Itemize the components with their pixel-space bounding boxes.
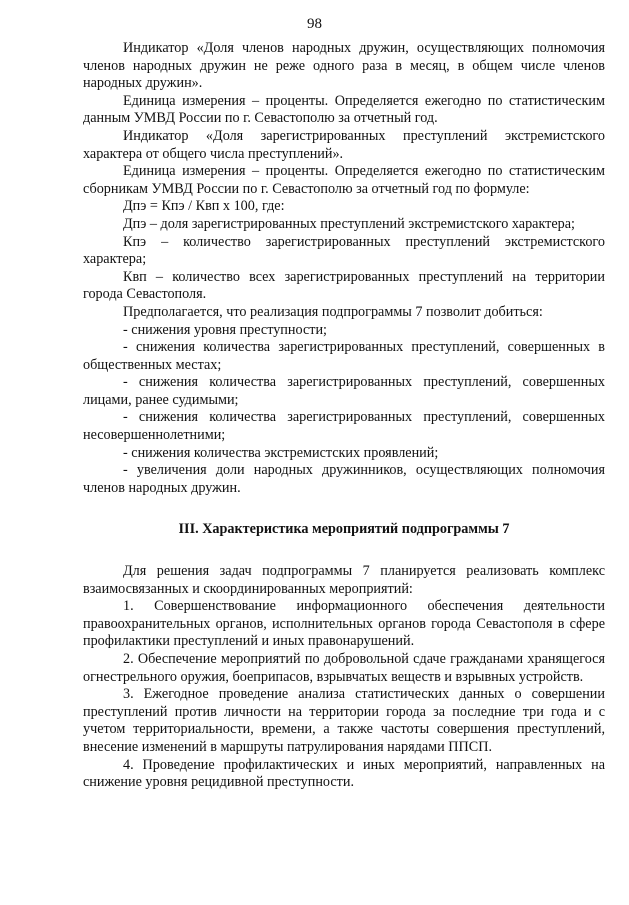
page-number: 98 xyxy=(307,16,322,32)
numbered-item: 3. Ежегодное проведение анализа статистических данных о совершении преступлений против личности на территории города за последние три года и с учетом территориальности, времени, а также частоты совершения преступлений, внесение изменений в маршруты патрулирования нарядами ППСП. xyxy=(83,686,605,755)
numbered-item: 2. Обеспечение мероприятий по добровольной сдаче гражданами хранящегося огнестрельного оружия, боеприпасов, взрывчатых веществ и взрывных устройств. xyxy=(83,651,605,685)
formula-definition: Квп – количество всех зарегистрированных преступлений на территории города Севастополя. xyxy=(83,268,605,303)
numbered-item: 4. Проведение профилактических и иных мероприятий, направленных на снижение уровня рецидивной преступности. xyxy=(83,756,605,791)
list-item: - снижения уровня преступности; xyxy=(123,321,327,338)
paragraph: Для решения задач подпрограммы 7 планируется реализовать комплекс взаимосвязанных и скоординированных мероприятий: xyxy=(83,563,605,597)
paragraph: Единица измерения – проценты. Определяется ежегодно по статистическим данным УМВД России по г. Севастополю за отчетный год. xyxy=(83,92,605,127)
paragraph: Индикатор «Доля членов народных дружин, осуществляющих полномочия членов народных дружин не реже одного раза в месяц, в общем числе членов народных дружин». xyxy=(83,40,605,92)
formula-definition: Дпэ – доля зарегистрированных преступлений экстремистского характера; xyxy=(123,215,576,232)
list-item: - снижения количества зарегистрированных преступлений, совершенных лицами, ранее судимыми; xyxy=(83,374,605,408)
paragraph: Единица измерения – проценты. Определяется ежегодно по статистическим сборникам УМВД России по г. Севастополю за отчетный год по формуле: xyxy=(83,163,605,197)
list-item: - снижения количества зарегистрированных преступлений, совершенных в общественных местах; xyxy=(83,339,605,373)
paragraph: Индикатор «Доля зарегистрированных преступлений экстремистского характера от общего числа преступлений». xyxy=(83,127,605,162)
list-item: - снижения количества зарегистрированных преступлений, совершенных несовершеннолетними; xyxy=(83,409,605,444)
formula-definition: Кпэ – количество зарегистрированных преступлений экстремистского характера; xyxy=(83,233,605,268)
list-item: - снижения количества экстремистских проявлений; xyxy=(123,444,439,461)
document-body xyxy=(83,40,605,792)
formula: Дпэ = Кпэ / Квп х 100, где: xyxy=(123,198,285,215)
list-item: - увеличения доли народных дружинников, осуществляющих полномочия членов народных дружин. xyxy=(83,462,605,496)
numbered-item: 1. Совершенствование информационного обеспечения деятельности правоохранительных органов, исполнительных органов города Севастополя в сфере профилактики преступлений и иных правонарушений. xyxy=(83,598,605,650)
section-heading: III. Характеристика мероприятий подпрограммы 7 xyxy=(178,521,510,538)
paragraph: Предполагается, что реализация подпрограммы 7 позволит добиться: xyxy=(123,303,543,320)
